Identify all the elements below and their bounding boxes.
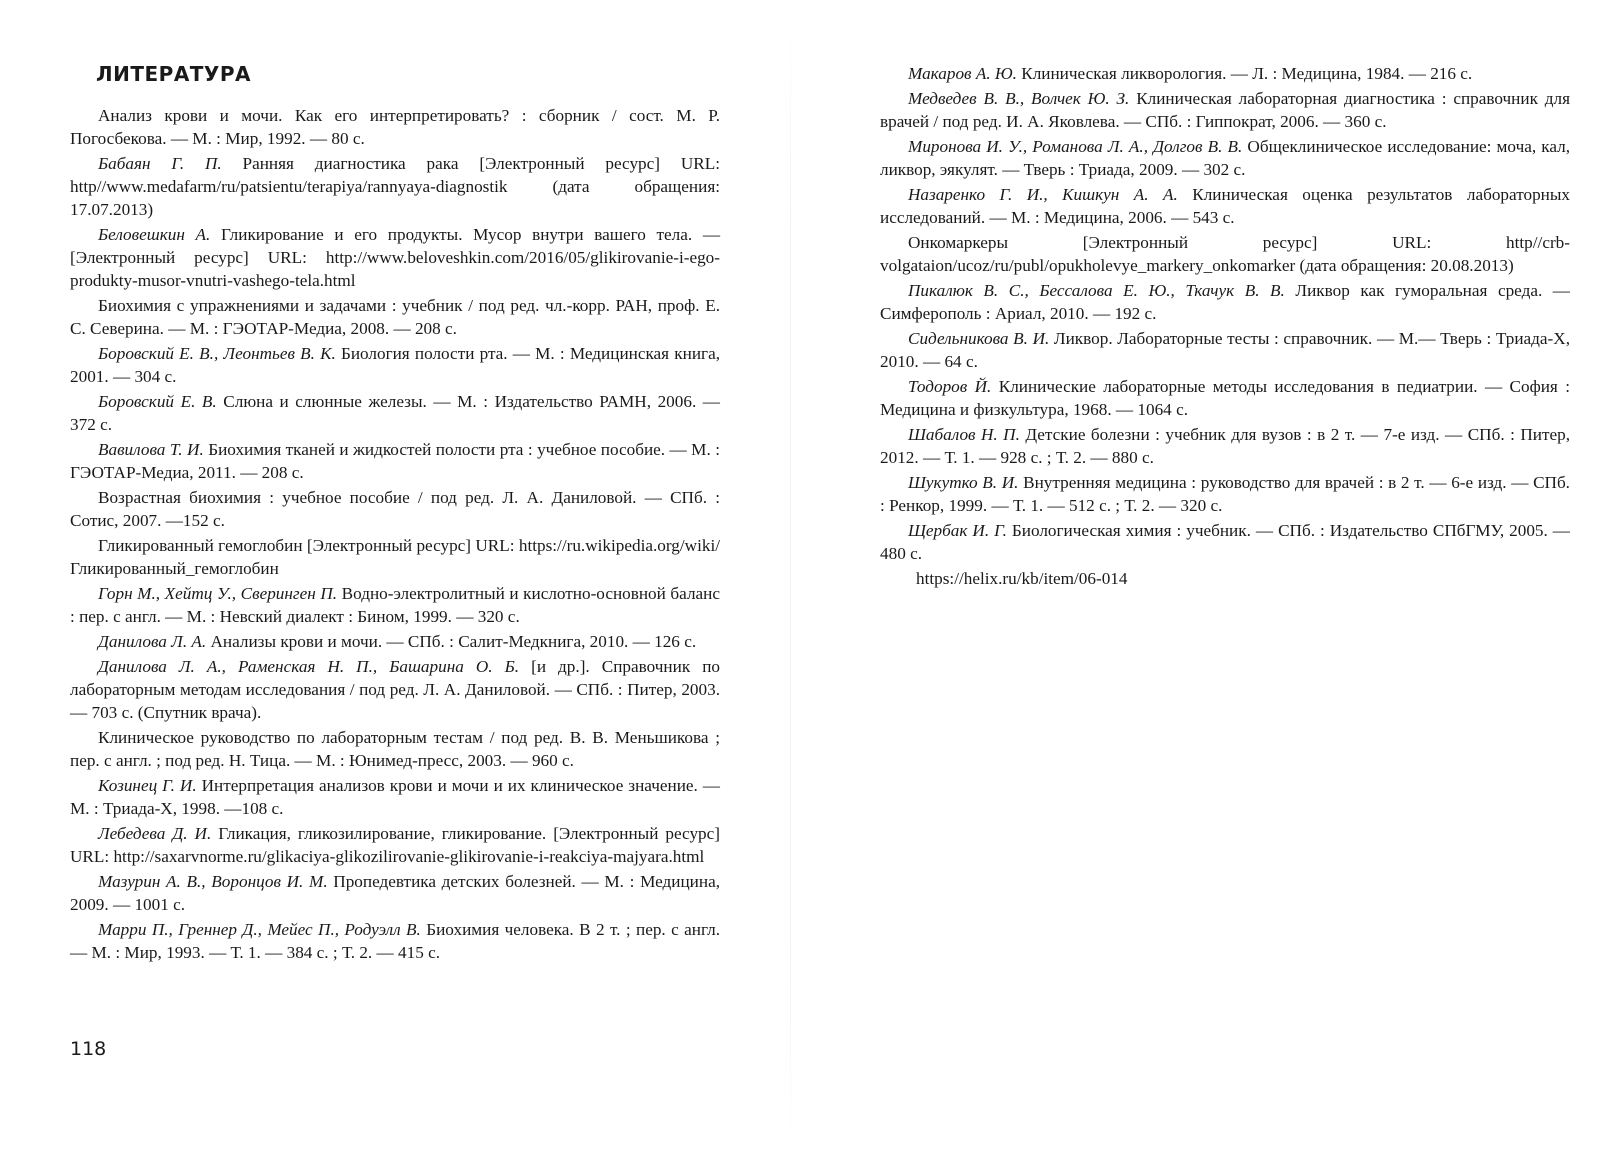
page-heading: ЛИТЕРАТУРА xyxy=(96,62,251,86)
reference-item: Биохимия с упражнениями и задачами : учебник / под ред. чл.-корр. РАН, проф. Е. С. Северина. — М. : ГЭОТАР-Медиа, 2008. — 208 с. xyxy=(70,296,720,338)
reference-item: Миронова И. У., Романова Л. А., Долгов В. В. Общеклиническое исследование: моча, кал, ликвор, эякулят. — Тверь : Триада, 2009. — 302 с. xyxy=(880,137,1570,179)
reference-item: Возрастная биохимия : учебное пособие / под ред. Л. А. Даниловой. — СПб. : Сотис, 2007. —152 с. xyxy=(70,488,720,530)
reference-item: Боровский Е. В. Слюна и слюнные железы. — М. : Издательство РАМН, 2006. — 372 с. xyxy=(70,392,720,434)
reference-list-left xyxy=(70,104,720,966)
reference-item: Анализ крови и мочи. Как его интерпретировать? : сборник / сост. М. Р. Погосбекова. — М. : Мир, 1992. — 80 с. xyxy=(70,106,720,148)
reference-item: Беловешкин А. Гликирование и его продукты. Мусор внутри вашего тела. — [Электронный ресурс] URL: http://www.beloveshkin.com/2016/05/glikirovanie-i-ego-produkty-musor-vnutri-vashego-tela.html xyxy=(70,225,721,290)
reference-item: Тодоров Й. Клинические лабораторные методы исследования в педиатрии. — София : Медицина и физкультура, 1968. — 1064 с. xyxy=(880,377,1570,419)
reference-item: Медведев В. В., Волчек Ю. З. Клиническая лабораторная диагностика : справочник для врачей / под ред. И. А. Яковлева. — СПб. : Гиппократ, 2006. — 360 с. xyxy=(880,89,1570,131)
reference-item: Шабалов Н. П. Детские болезни : учебник для вузов : в 2 т. — 7-е изд. — СПб. : Питер, 2012. — Т. 1. — 928 с. ; Т. 2. — 880 с. xyxy=(880,425,1570,467)
reference-item: Щербак И. Г. Биологическая химия : учебник. — СПб. : Издательство СПбГМУ, 2005. — 480 с. xyxy=(880,521,1570,563)
reference-url[interactable]: https://helix.ru/kb/item/06-014 xyxy=(916,569,1128,588)
page-gutter xyxy=(790,0,791,1171)
reference-item: Шукутко В. И. Внутренняя медицина : руководство для врачей : в 2 т. — 6-е изд. — СПб. : Ренкор, 1999. — Т. 1. — 512 с. ; Т. 2. — 320 с. xyxy=(880,473,1570,515)
reference-item: Марри П., Греннер Д., Мейес П., Родуэлл В. Биохимия человека. В 2 т. ; пер. с англ. — М. : Мир, 1993. — Т. 1. — 384 с. ; Т. 2. — 415 с. xyxy=(70,920,720,962)
reference-item: Пикалюк В. С., Бессалова Е. Ю., Ткачук В. В. Ликвор как гуморальная среда. — Симферополь : Ариал, 2010. — 192 с. xyxy=(880,281,1570,323)
reference-item: Мазурин А. В., Воронцов И. М. Пропедевтика детских болезней. — М. : Медицина, 2009. — 1001 с. xyxy=(70,872,720,914)
reference-item: Вавилова Т. И. Биохимия тканей и жидкостей полости рта : учебное пособие. — М. : ГЭОТАР-Медиа, 2011. — 208 с. xyxy=(70,440,720,482)
reference-item: Данилова Л. А., Раменская Н. П., Башарина О. Б. [и др.]. Справочник по лабораторным методам исследования / под ред. Л. А. Даниловой. — СПб. : Питер, 2003. — 703 с. (Спутник врача). xyxy=(70,657,720,722)
page-number: 118 xyxy=(70,1038,107,1060)
reference-item: Онкомаркеры [Электронный ресурс] URL: http//crb-volgataion/ucoz/ru/publ/opukholevye_markery_onkomarker (дата обращения: 20.08.2013) xyxy=(880,233,1570,275)
reference-list-right xyxy=(880,62,1570,592)
reference-item: Макаров А. Ю. Клиническая ликворология. — Л. : Медицина, 1984. — 216 с. xyxy=(908,64,1473,83)
reference-item: Лебедева Д. И. Гликация, гликозилирование, гликирование. [Электронный ресурс] URL: http://saxarvnorme.ru/glikaciya-glikozilirovanie-glikirovanie-i-reakciya-majyara.html xyxy=(70,824,720,866)
reference-item: Клиническое руководство по лабораторным тестам / под ред. В. В. Меньшикова ; пер. с англ. ; под ред. Н. Тица. — М. : Юнимед-пресс, 2003. — 960 с. xyxy=(70,728,720,770)
reference-item: Назаренко Г. И., Кишкун А. А. Клиническая оценка результатов лабораторных исследований. — М. : Медицина, 2006. — 543 с. xyxy=(880,185,1570,227)
reference-item: Гликированный гемоглобин [Электронный ресурс] URL: https://ru.wikipedia.org/wiki/Гликированный_гемоглобин xyxy=(70,536,720,578)
reference-item: Сидельникова В. И. Ликвор. Лабораторные тесты : справочник. — М.— Тверь : Триада-Х, 2010. — 64 с. xyxy=(880,329,1570,371)
reference-item: Козинец Г. И. Интерпретация анализов крови и мочи и их клиническое значение. — М. : Триада-Х, 1998. —108 с. xyxy=(70,776,720,818)
reference-item: Горн М., Хейтц У., Сверинген П. Водно-электролитный и кислотно-основной баланс : пер. с англ. — М. : Невский диалект : Бином, 1999. — 320 с. xyxy=(70,584,720,626)
reference-item: Данилова Л. А. Анализы крови и мочи. — СПб. : Салит-Медкнига, 2010. — 126 с. xyxy=(98,632,697,651)
reference-item: Боровский Е. В., Леонтьев В. К. Биология полости рта. — М. : Медицинская книга, 2001. — 304 с. xyxy=(70,344,720,386)
reference-item: Бабаян Г. П. Ранняя диагностика рака [Электронный ресурс] URL: http//www.medafarm/ru/patsientu/terapiya/rannyaya-diagnostik (дата обращения: 17.07.2013) xyxy=(70,154,720,219)
